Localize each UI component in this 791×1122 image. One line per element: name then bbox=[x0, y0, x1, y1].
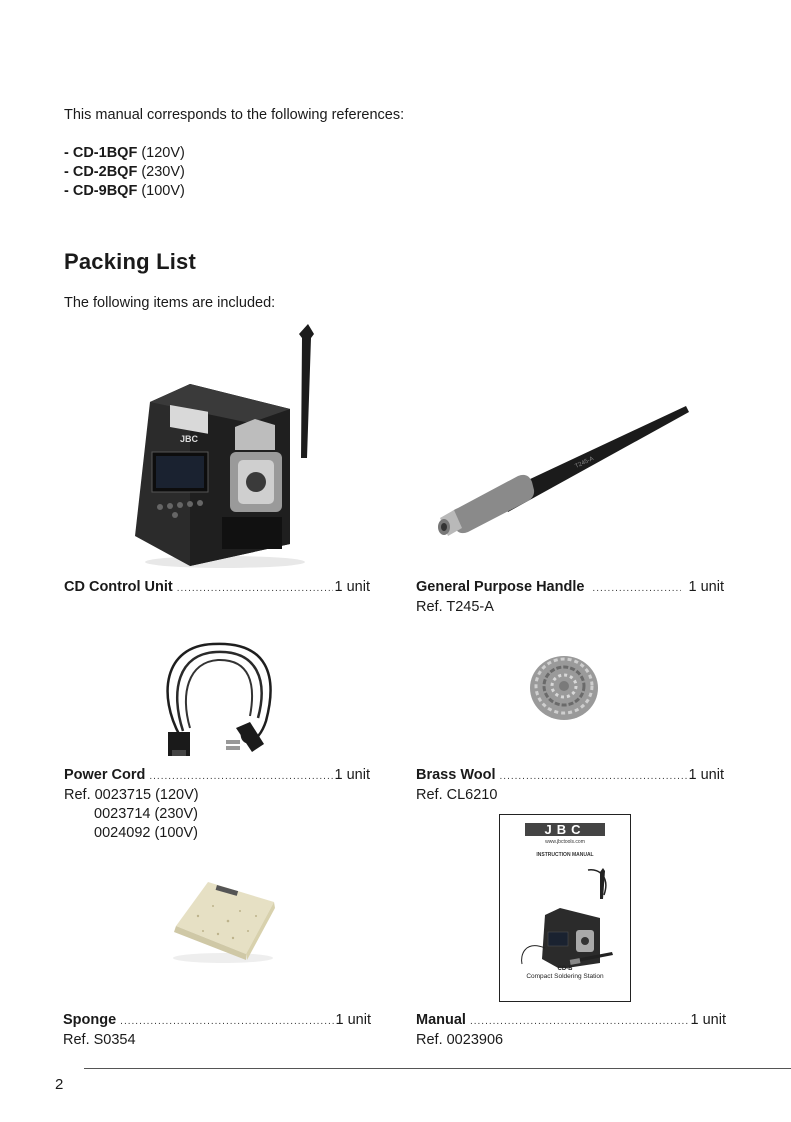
item-name: Brass Wool bbox=[416, 767, 496, 783]
item-qty: 1 unit bbox=[334, 579, 370, 595]
item-ref: Ref. 0023906 bbox=[416, 1032, 504, 1048]
item-name: Manual bbox=[416, 1012, 466, 1028]
cover-heading: INSTRUCTION MANUAL bbox=[536, 852, 594, 858]
section-title: Packing List bbox=[64, 249, 196, 274]
cover-model: CD-B bbox=[557, 966, 573, 972]
power-cord-image bbox=[158, 636, 283, 761]
item-ref: 0024092 (100V) bbox=[94, 825, 198, 841]
reference-list bbox=[64, 144, 185, 201]
page-number: 2 bbox=[55, 1076, 64, 1093]
brass-wool-image bbox=[528, 650, 600, 722]
svg-text:T245-A: T245-A bbox=[574, 456, 595, 470]
cover-caption: Compact Soldering Station bbox=[526, 973, 604, 980]
item-ref: 0023714 (230V) bbox=[94, 806, 198, 822]
item-sponge bbox=[63, 1011, 371, 1050]
item-qty: 1 unit bbox=[335, 1012, 371, 1028]
footer-divider bbox=[84, 1068, 791, 1069]
handle-image bbox=[436, 400, 696, 540]
item-power-cord bbox=[64, 766, 370, 843]
item-handle bbox=[416, 578, 724, 617]
item-name: Power Cord bbox=[64, 767, 146, 783]
cover-logo: JBC bbox=[525, 823, 605, 836]
item-manual bbox=[416, 1011, 726, 1050]
item-qty: 1 unit bbox=[334, 767, 370, 783]
item-ref: Ref. S0354 bbox=[63, 1032, 136, 1048]
item-name: General Purpose Handle bbox=[416, 579, 585, 595]
item-brass-wool bbox=[416, 766, 724, 805]
control-unit-image bbox=[130, 322, 330, 572]
item-ref: Ref. T245-A bbox=[416, 599, 494, 615]
intro-text: This manual corresponds to the following references: bbox=[64, 107, 405, 123]
unit-logo: JBC bbox=[180, 434, 199, 444]
item-name: CD Control Unit bbox=[64, 579, 173, 595]
cover-station-illustration bbox=[500, 860, 630, 968]
item-qty: 1 unit bbox=[688, 579, 724, 595]
item-ref: Ref. CL6210 bbox=[416, 787, 498, 803]
reference-item: - CD-9BQF (100V) bbox=[64, 183, 185, 199]
sponge-image bbox=[168, 876, 278, 966]
item-ref: Ref. 0023715 (120V) bbox=[64, 787, 199, 803]
item-name: Sponge bbox=[63, 1012, 117, 1028]
reference-item: - CD-1BQF (120V) bbox=[64, 145, 185, 161]
item-control-unit bbox=[64, 578, 370, 598]
manual-cover-image bbox=[499, 814, 631, 1002]
item-qty: 1 unit bbox=[690, 1012, 726, 1028]
item-qty: 1 unit bbox=[688, 767, 724, 783]
section-subtitle: The following items are included: bbox=[64, 295, 276, 311]
cover-url: www.jbctools.com bbox=[545, 839, 585, 845]
reference-item: - CD-2BQF (230V) bbox=[64, 164, 185, 180]
